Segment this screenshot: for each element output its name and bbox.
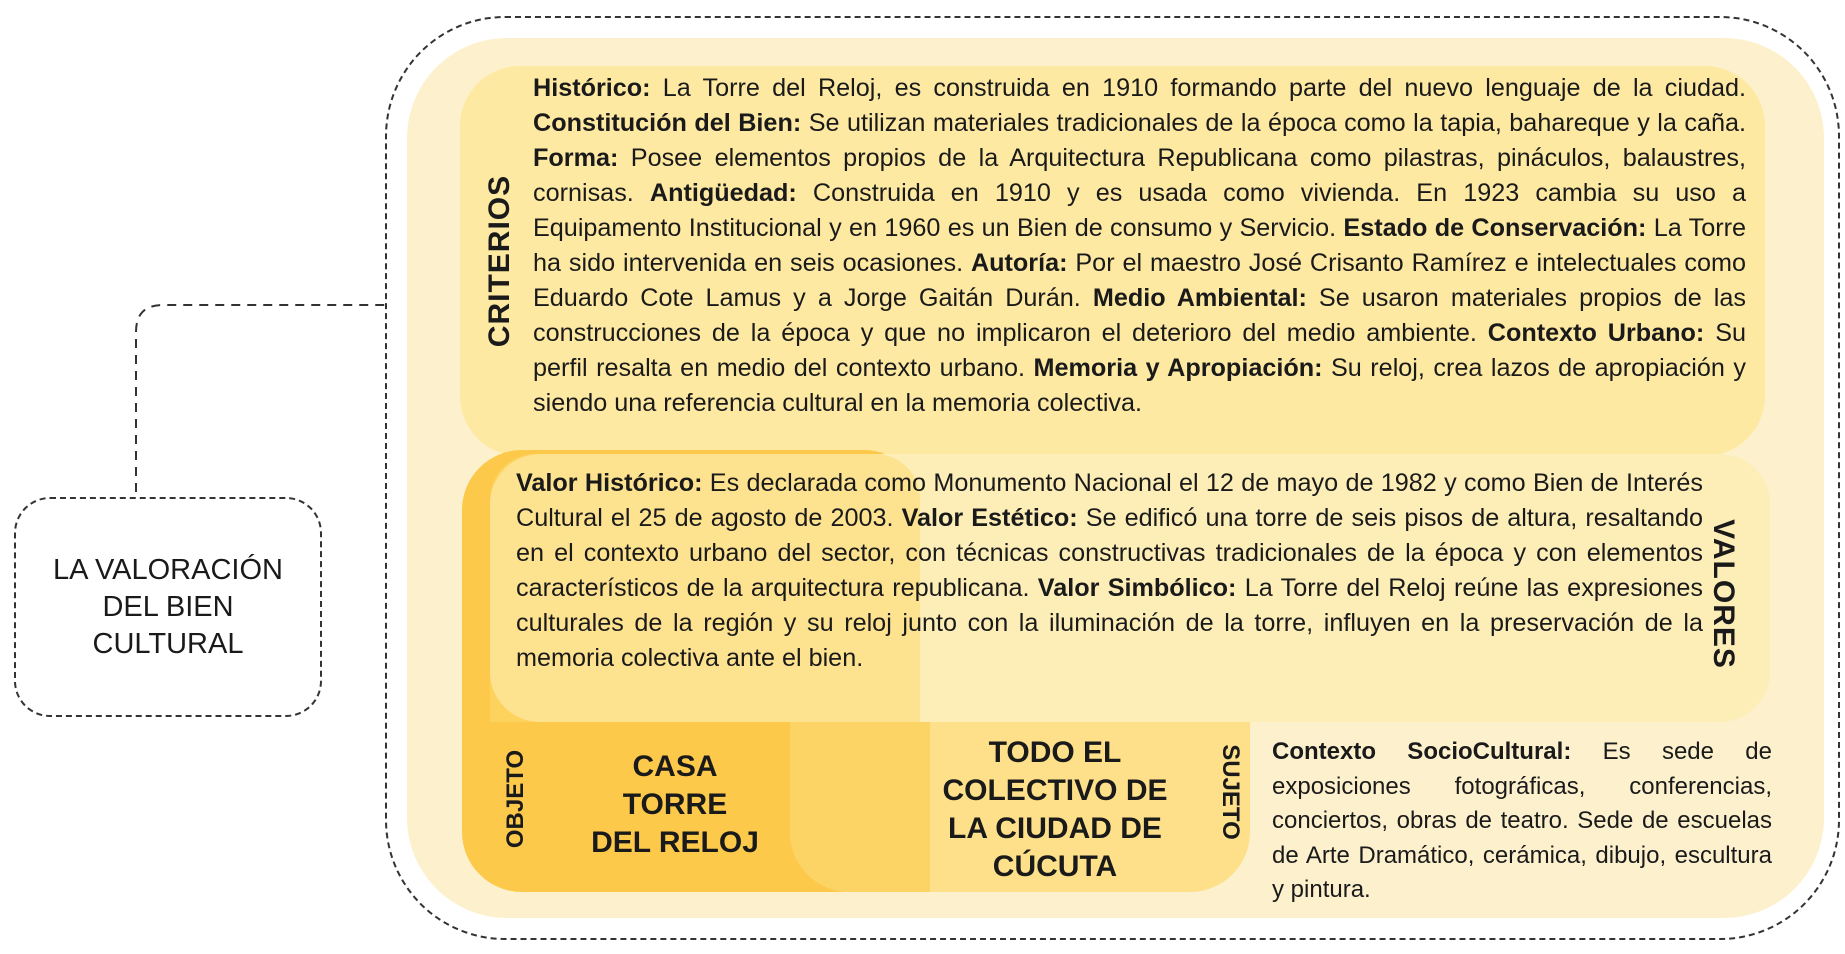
contexto-sociocultural <box>1272 735 1772 908</box>
sujeto-line-1: TODO EL <box>988 736 1122 769</box>
sujeto-line-2: COLECTIVO DE <box>942 774 1168 807</box>
criterio-text: Su reloj, crea lazos de apropiación y siendo una referencia cultural en la memoria colectiva. <box>533 354 1746 417</box>
criterio-heading: Estado de Conservación: <box>1343 214 1647 242</box>
valores-paragraph <box>516 466 1703 676</box>
criterio-text: Por el maestro José Crisanto Ramírez e intelectuales como Eduardo Cote Lamus y a Jorge Gaitán Durán. <box>533 249 1746 312</box>
connector-dashed-line <box>136 305 392 492</box>
objeto-label: OBJETO <box>502 749 529 849</box>
objeto-line-1: CASA <box>632 750 718 783</box>
criterio-text: La Torre ha sido intervenida en seis ocasiones. <box>533 214 1746 277</box>
criterio-text: Se usaron materiales propios de las construcciones de la época y que no implicaron el deterioro del medio ambiente. <box>533 284 1746 347</box>
valor-heading: Valor Histórico: <box>516 469 703 497</box>
valores-label: VALORES <box>1707 519 1740 669</box>
valoracion-node <box>14 497 322 717</box>
contexto-body: Es sede de exposiciones fotográficas, conferencias, conciertos, obras de teatro. Sede de escuelas de Arte Dramático, cerámica, dibujo, escultura y pintura. <box>1272 738 1772 903</box>
objeto-line-3: DEL RELOJ <box>591 826 759 859</box>
sujeto-line-3: LA CIUDAD DE <box>948 812 1162 845</box>
valoracion-line-3: CULTURAL <box>92 627 244 660</box>
objeto-text <box>570 748 780 862</box>
criterio-heading: Antigüedad: <box>649 179 797 207</box>
valor-text: La Torre del Reloj reúne las expresiones culturales de la región y su reloj junto con la iluminación de la torre, influyen en la preservación de la memoria colectiva ante el bien. <box>516 574 1703 672</box>
criterios-paragraph <box>533 71 1746 421</box>
criterio-heading: Memoria y Apropiación: <box>1033 354 1323 382</box>
valor-heading: Valor Simbólico: <box>1037 574 1237 602</box>
sujeto-overlap <box>790 722 930 892</box>
valoracion-line-1: LA VALORACIÓN <box>53 553 283 586</box>
criterio-heading: Forma: <box>533 144 619 172</box>
criterio-heading: Constitución del Bien: <box>533 109 802 137</box>
sujeto-label: SUJETO <box>1217 744 1244 840</box>
valor-heading: Valor Estético: <box>901 504 1078 532</box>
criterio-heading: Contexto Urbano: <box>1487 319 1705 347</box>
sujeto-text <box>925 734 1185 886</box>
sujeto-line-4: CÚCUTA <box>992 850 1118 883</box>
criterio-text: Posee elementos propios de la Arquitectura Republicana como pilastras, pináculos, balaustres, cornisas. <box>533 144 1746 207</box>
criterio-text: Se utilizan materiales tradicionales de la época como la tapia, bahareque y la caña. <box>801 109 1746 137</box>
contexto-heading: Contexto SocioCultural: <box>1272 738 1572 765</box>
criterio-heading: Autoría: <box>970 249 1068 277</box>
objeto-line-2: TORRE <box>622 788 728 821</box>
criterio-heading: Histórico: <box>533 74 651 102</box>
criterio-text: La Torre del Reloj, es construida en 1910 formando parte del nuevo lenguaje de la ciudad. <box>650 74 1746 102</box>
criterio-text: Su perfil resalta en medio del contexto urbano. <box>533 319 1747 382</box>
valor-text: Es declarada como Monumento Nacional el 12 de mayo de 1982 y como Bien de Interés Cultural el 25 de agosto de 2003. <box>516 469 1703 532</box>
criterio-text: Construida en 1910 y es usada como vivienda. En 1923 cambia su uso a Equipamento Institucional y en 1960 es un Bien de consumo y Servicio. <box>533 179 1746 242</box>
valoracion-line-2: DEL BIEN <box>102 590 234 623</box>
valor-text: Se edificó una torre de seis pisos de altura, resaltando en el contexto urbano del sector, con técnicas constructivas tradicionales de la época y con elementos característicos de la arquitectura republicana. <box>516 504 1703 602</box>
criterios-label: CRITERIOS <box>483 174 516 348</box>
criterio-heading: Medio Ambiental: <box>1092 284 1307 312</box>
